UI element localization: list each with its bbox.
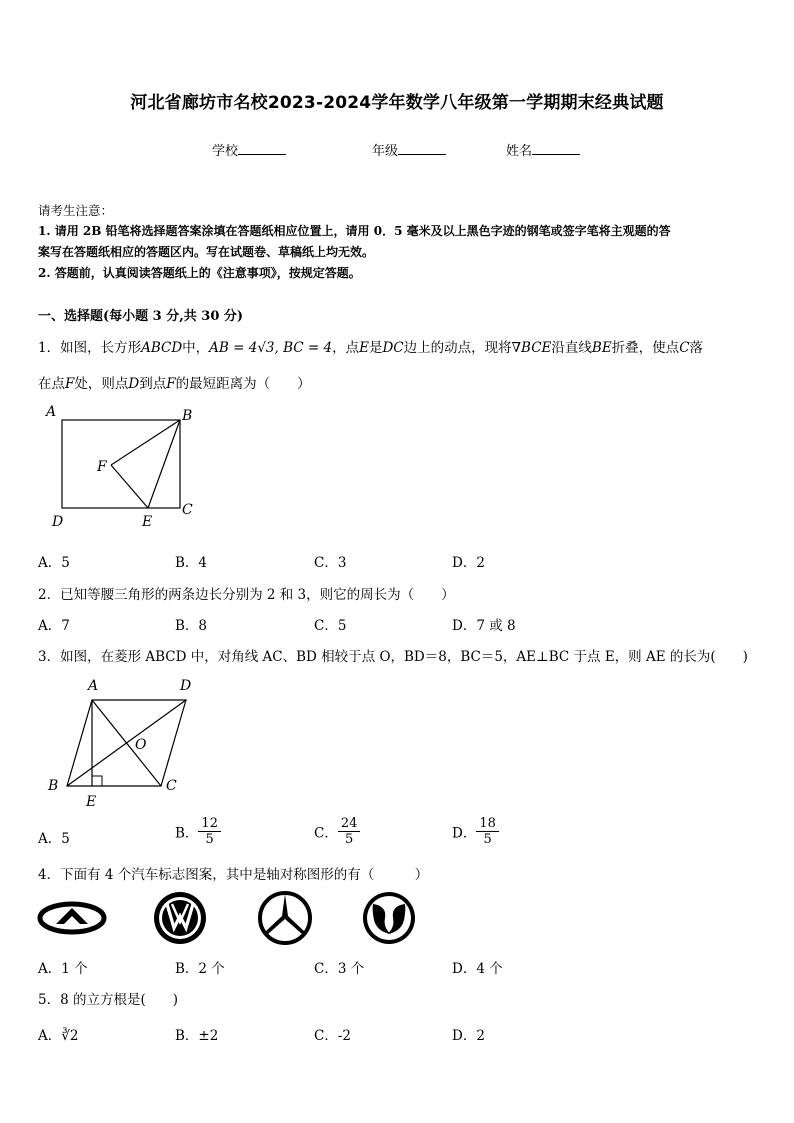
label-b: B [48, 778, 59, 794]
q1-point: C [679, 340, 690, 356]
mercedes-logo [255, 888, 315, 948]
q4-option-d: D．4 个 [452, 961, 503, 977]
q3-option-d [452, 816, 499, 847]
q1-rect-name: ABCD [141, 340, 183, 356]
q2-option-c: C．5 [314, 618, 347, 634]
notice-heading: 请考生注意： [38, 203, 114, 218]
q1-text: 在点 [38, 376, 65, 392]
q1-point: F [166, 376, 176, 392]
q2-option-b: B．8 [175, 618, 208, 634]
q1-text: 的最短距离为（ ） [175, 376, 311, 392]
label-a: A [88, 678, 99, 694]
q1-option-c: C．3 [314, 555, 347, 571]
fraction [476, 816, 499, 847]
numerator: 24 [338, 816, 361, 832]
q5-option-a: A．∛2 [38, 1028, 79, 1044]
q3-option-d-label: D． [452, 825, 477, 842]
q1-text: 中， [182, 340, 210, 356]
q1-text: 边上的动点，现将 [403, 340, 512, 356]
diagonal-bd [67, 700, 186, 786]
segment-fe [111, 465, 148, 508]
q1-given: AB = 4√3, BC = 4 [209, 340, 333, 356]
notice-line-1a: 1. 请用 2B 铅笔将选择题答案涂填在答题纸相应位置上，请用 0．5 毫米及以上黑色字迹的钢笔或签字笔将主观题的答 [38, 224, 671, 238]
name-label: 姓名 [506, 144, 533, 159]
notice-line-2: 2. 答题前，认真阅读答题纸上的《注意事项》，按规定答题。 [38, 266, 361, 280]
q3-text: 3．如图，在菱形 ABCD 中，对角线 AC、BD 相较于点 O，BD＝8，BC＝5，AE⊥BC 于点 E，则 AE 的长为( ) [38, 649, 748, 665]
q2-text: 2．已知等腰三角形的两条边长分别为 2 和 3，则它的周长为（ ） [38, 587, 455, 603]
q2-option-a: A．7 [38, 618, 70, 634]
dongfeng-logo [359, 888, 419, 948]
right-angle-mark [92, 776, 102, 786]
school-label: 学校 [212, 144, 239, 159]
denominator: 5 [344, 832, 354, 847]
numerator: 12 [198, 816, 221, 832]
q4-option-a: A．1 个 [38, 961, 88, 977]
q4-text: 4．下面有 4 个汽车标志图案，其中是轴对称图形的有（ ） [38, 867, 429, 883]
school-field [212, 140, 286, 159]
q1-text: 沿直线 [551, 340, 592, 356]
label-f: F [97, 459, 107, 475]
q3-option-b [175, 816, 221, 847]
exam-title: 河北省廊坊市名校2023-2024学年数学八年级第一学期期末经典试题 [130, 93, 664, 113]
q1-option-a: A．5 [38, 555, 70, 571]
q1-text: 1．如图，长方形 [38, 340, 142, 356]
q3-figure [40, 672, 210, 812]
q1-point: D [128, 376, 140, 392]
q1-segment: BE [591, 340, 612, 356]
q5-option-b: B．±2 [175, 1028, 219, 1044]
q3-option-a: A．5 [38, 831, 70, 847]
q1-figure [40, 398, 210, 533]
q1-triangle: ∇BCE [511, 340, 552, 356]
q1-text: ，点 [332, 340, 360, 356]
q1-text: 处，则点 [74, 376, 129, 392]
school-blank [238, 142, 286, 155]
q1-option-b: B．4 [175, 555, 208, 571]
segment-be [148, 420, 180, 508]
infiniti-logo [36, 890, 116, 946]
q1-text: 折叠，使点 [611, 340, 680, 356]
fraction [198, 816, 221, 847]
grade-label: 年级 [372, 144, 399, 159]
denominator: 5 [483, 832, 492, 847]
q4-option-b: B．2 个 [175, 961, 225, 977]
q5-option-d: D．2 [452, 1028, 485, 1044]
q1-option-d: D．2 [452, 555, 485, 571]
q3-option-b-label: B． [175, 825, 199, 842]
segment-bf [111, 420, 180, 465]
q3-option-c [314, 816, 360, 847]
q2-option-d: D．7 或 8 [452, 618, 516, 634]
label-c: C [182, 502, 193, 518]
q1-text: 是 [368, 340, 383, 356]
q1-text: 到点 [139, 376, 167, 392]
label-e: E [142, 514, 153, 530]
notice-line-1b: 案写在答题纸相应的答题区内。写在试题卷、草稿纸上均无效。 [38, 245, 375, 259]
volkswagen-logo [150, 888, 210, 948]
label-e: E [86, 794, 97, 810]
label-c: C [166, 778, 177, 794]
denominator: 5 [205, 832, 214, 847]
label-a: A [46, 404, 57, 420]
q1-text: 落 [689, 340, 704, 356]
q3-option-c-label: C． [314, 825, 338, 842]
grade-field [372, 140, 446, 159]
q5-text: 5．8 的立方根是( ) [38, 992, 179, 1008]
fraction [338, 816, 361, 847]
q1-point: E [359, 340, 369, 356]
q1-segment: DC [382, 340, 404, 356]
name-field [506, 140, 580, 159]
q1-line-1 [38, 336, 703, 356]
q1-line-2 [38, 372, 311, 392]
label-o: O [135, 737, 147, 753]
label-d: D [180, 678, 192, 694]
grade-blank [398, 142, 446, 155]
label-d: D [52, 514, 64, 530]
q5-option-c: C．-2 [314, 1028, 351, 1044]
q4-option-c: C．3 个 [314, 961, 365, 977]
rectangle-abcd [62, 420, 180, 508]
name-blank [532, 142, 580, 155]
label-b: B [182, 408, 193, 424]
q1-point: F [65, 376, 75, 392]
numerator: 18 [476, 816, 499, 832]
section-heading: 一、选择题(每小题 3 分,共 30 分) [38, 309, 244, 324]
